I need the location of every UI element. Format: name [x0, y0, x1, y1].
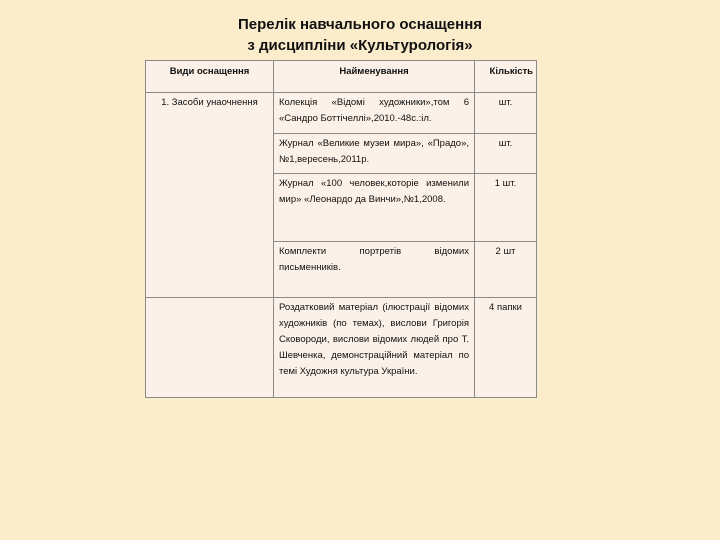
- item-name-cell: Журнал «100 человек,которіе изменили мир» «Леонардо да Винчи»,№1,2008.: [274, 174, 475, 242]
- item-name-cell: Комплекти портретів відомих письменників.: [274, 242, 475, 298]
- item-name-cell: Роздатковий матеріал (ілюстрації відомих художників (по темах), вислови Григорія Сковороди, вислови відомих людей про Т. Шевченка, демонстраційний матеріал по темі Художня культура України.: [274, 298, 475, 398]
- table-row: [146, 298, 537, 398]
- page-title: [0, 14, 720, 56]
- item-name-cell: Журнал «Великие музеи мира», «Прадо»,№1,вересень,2011р.: [274, 134, 475, 174]
- item-quantity-cell: 1 шт.: [475, 174, 537, 242]
- title-line-2: з дисципліни «Культурологія»: [247, 37, 473, 54]
- title-line-1: Перелік навчального оснащення: [237, 16, 483, 33]
- header-name: Найменування: [274, 61, 475, 93]
- equipment-type-cell: 1. Засоби унаочнення: [146, 93, 274, 298]
- header-equipment-type: Види оснащення: [146, 61, 274, 93]
- item-name-cell: Колекція «Відомі художники»,том 6 «Сандро Боттічеллі»,2010.-48с.:іл.: [274, 93, 475, 134]
- table-row: [146, 93, 537, 134]
- equipment-table: [145, 60, 537, 398]
- item-quantity-cell: 4 папки: [475, 298, 537, 398]
- equipment-type-cell-empty: [146, 298, 274, 398]
- item-quantity-cell: 2 шт: [475, 242, 537, 298]
- item-quantity-cell: шт.: [475, 134, 537, 174]
- header-quantity: Кількість: [475, 61, 537, 93]
- table-header-row: [146, 61, 537, 93]
- item-quantity-cell: шт.: [475, 93, 537, 134]
